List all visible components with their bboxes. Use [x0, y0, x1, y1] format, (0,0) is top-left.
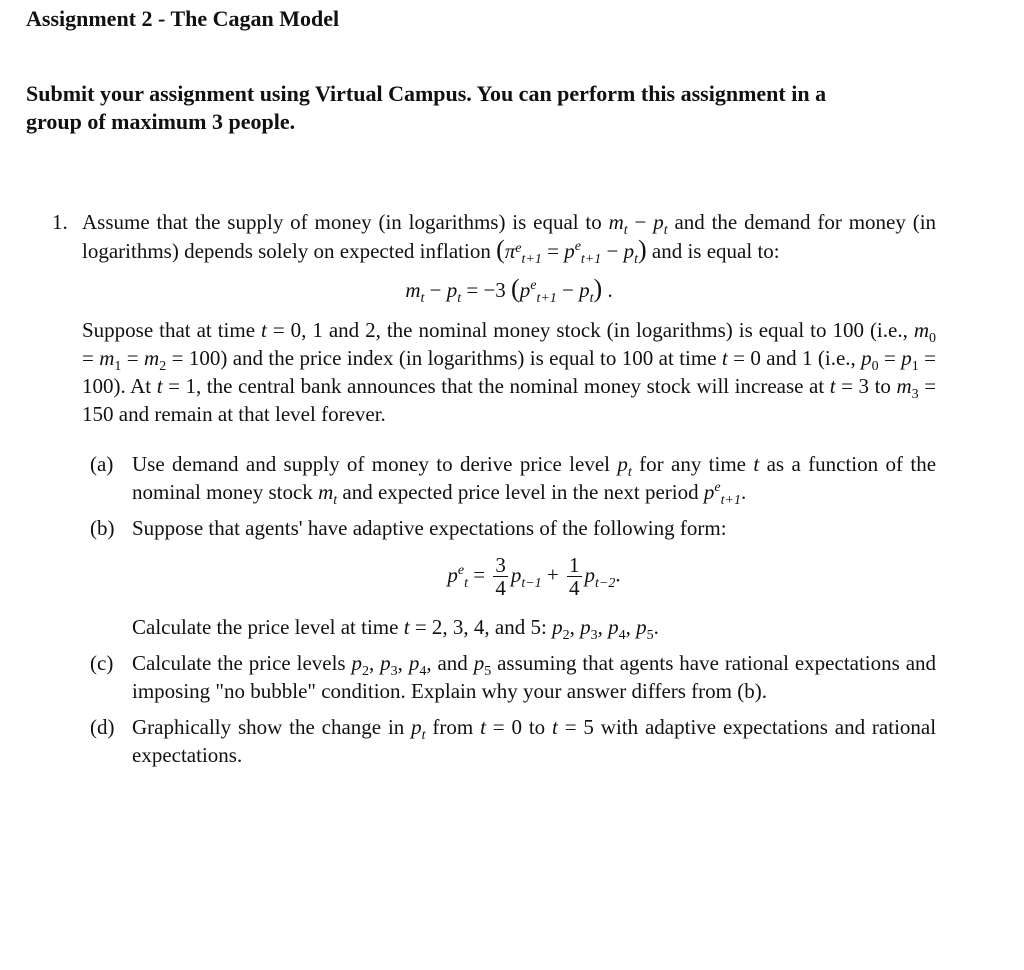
inflation-expression: $(\pi^e_{t+1} = p^e_{t+1} - p_t)$ — [496, 235, 647, 268]
adaptive-expectations-equation: $p^e_t$ = $\frac{3}{4}$ $p_{t-1}$ + $\frac{1}{4}$ $p_{t-2}$. — [447, 553, 621, 601]
part-a: (a) Use demand and supply of money to derive price level $p_t$ for any time t as a function of the nominal money stock $m_t$ and expected price level in the next period $p^e_{t+1}$. — [90, 452, 937, 509]
question-number: 1. — [52, 210, 68, 234]
fraction-three-quarters: $\frac{3}{4}$ — [495, 553, 506, 601]
part-label: (d) — [90, 715, 115, 740]
assignment-title: Assignment 2 - The Cagan Model — [26, 6, 340, 31]
part-c: (c) Calculate the price levels $p_2$, $p_3$, $p_4$, and $p_5$ assuming that agents have rational expectations and imposing "no bubble" condition. Explain why your answer differs from (b). — [90, 651, 937, 704]
money-demand-equation: $m_t - p_t = -3$ $(p^e_{t+1} - p_t)$ . — [405, 274, 613, 307]
fraction-one-quarter: $\frac{1}{4}$ — [569, 553, 580, 601]
question-paragraph-2: Suppose that at time t = 0, 1 and 2, the nominal money stock (in logarithms) is equal to 100 (i.e., $m_0 = m_1 = m_2 = 100$) and the price index (in logarithms) is equal to 100 at time t = 0 and 1 (i.e., $p_0 = p_1 = 100$). At t = 1, the central bank announces that the nominal money stock will increase at t = 3 to $m_3 = 150$ and remain at that level forever. — [82, 318, 937, 427]
part-d: (d) Graphically show the change in $p_t$ from t = 0 to t = 5 with adaptive expectations and rational expectations. — [90, 715, 937, 768]
question-parts — [82, 450, 936, 769]
question-1 — [52, 208, 936, 777]
question-body — [82, 208, 936, 769]
part-label: (a) — [90, 452, 114, 477]
part-label: (c) — [90, 651, 114, 676]
part-label: (b) — [90, 516, 115, 541]
question-paragraph-1: Assume that the supply of money (in logarithms) is equal to $m_t - p_t$ and the demand for money (in logarithms) depends solely on expected inflation $(\pi^e_{t+1} = p^e_{t+1} - p_t)$ and is equal to: — [82, 210, 937, 268]
submission-instructions: Submit your assignment using Virtual Campus. You can perform this assignment in a group of maximum 3 people. — [26, 81, 827, 134]
part-b: (b) Suppose that agents' have adaptive expectations of the following form: $p^e_t$ = $\frac{3}{4}$ $p_{t-1}$ + $\frac{1}{4}$ $p_{t-2}$. Calculate the price level at time t = 2, 3, 4, and 5: $p_2$, $p_3$, $p_4$, $p_5$. — [82, 514, 936, 641]
